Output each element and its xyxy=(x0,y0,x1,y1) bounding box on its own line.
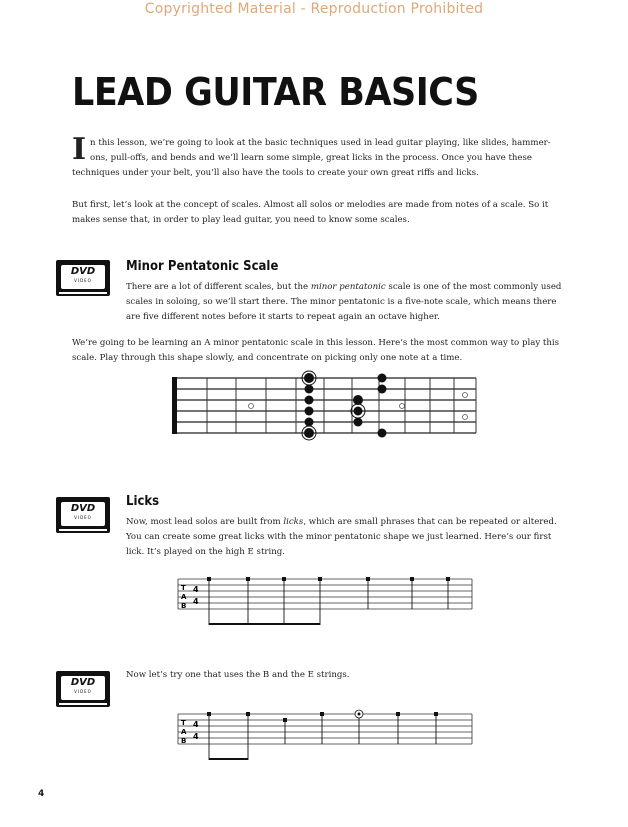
tab-label-a: A xyxy=(181,728,187,736)
intro-paragraph-2: But first, let’s look at the concept of scales. Almost all solos or melodies are made from notes of a scale. So it makes sense that, in order to play lead guitar, you need to know some scales. xyxy=(72,200,549,225)
page-number: 4 xyxy=(38,789,45,799)
dvd-label: DVD xyxy=(70,677,96,688)
section-heading-minor-pentatonic: Minor Pentatonic Scale xyxy=(126,259,279,274)
tab-label-a: A xyxy=(181,593,187,601)
dvd-sublabel: VIDEO xyxy=(74,689,92,694)
time-signature-top: 4 xyxy=(193,585,199,594)
minor-pentatonic-paragraph-1 xyxy=(126,280,566,325)
tab-label-t: T xyxy=(181,584,186,592)
intro-paragraph-1 xyxy=(72,132,564,181)
tab-staff-lick-1 xyxy=(176,575,476,631)
dvd-sublabel: VIDEO xyxy=(74,278,92,283)
page-title: LEAD GUITAR BASICS xyxy=(72,70,479,114)
tab-label-b: B xyxy=(181,737,187,745)
time-signature-bottom: 4 xyxy=(193,597,199,606)
licks-paragraph-1 xyxy=(126,515,570,560)
drop-cap: I xyxy=(72,132,87,167)
section-heading-licks: Licks xyxy=(126,494,160,509)
tab-label-t: T xyxy=(181,719,186,727)
text-run: Now, most lead solos are built from xyxy=(126,517,284,527)
minor-pentatonic-paragraph-2: We’re going to be learning an A minor pentatonic scale in this lesson. Here’s the most common way to play this scale. Play through this shape slowly, and concentrate on picking only one note at a time. xyxy=(72,338,560,363)
scale-fretboard-diagram xyxy=(172,370,482,444)
intro-paragraph-1-text: n this lesson, we’re going to look at the basic techniques used in lead guitar playing, like slides, hammer-ons, pull-offs, and bends and we’ll learn some simple, great licks in the process. Once you have these techniques under your belt, you’ll also have the tools to create your own great riffs and licks. xyxy=(72,138,551,178)
dvd-video-icon xyxy=(56,260,110,296)
copyright-watermark: Copyrighted Material - Reproduction Prohibited xyxy=(144,1,484,17)
text-run: scale is one of the most commonly used scales in soloing, so we’ll start there. The minor pentatonic is a five-note scale, which means there are five different notes before it starts to repeat again an octave higher. xyxy=(126,282,562,322)
dvd-video-icon xyxy=(56,671,110,707)
text-emphasis: minor pentatonic xyxy=(310,282,386,292)
dvd-label: DVD xyxy=(70,266,96,277)
time-signature-bottom: 4 xyxy=(193,732,199,741)
licks-paragraph-2: Now let’s try one that uses the B and the E strings. xyxy=(126,670,350,680)
dvd-video-icon xyxy=(56,497,110,533)
text-run: There are a lot of different scales, but the xyxy=(126,282,311,292)
dvd-label: DVD xyxy=(70,503,96,514)
text-run: , which are small phrases that can be repeated or altered. You can create some great licks with the minor pentatonic shape we just learned. Here’s our first lick. It’s played on the high E string. xyxy=(126,517,557,557)
time-signature-top: 4 xyxy=(193,720,199,729)
tab-label-b: B xyxy=(181,602,187,610)
tab-staff-lick-2 xyxy=(176,706,476,766)
dvd-sublabel: VIDEO xyxy=(74,515,92,520)
text-emphasis: licks xyxy=(283,517,304,527)
